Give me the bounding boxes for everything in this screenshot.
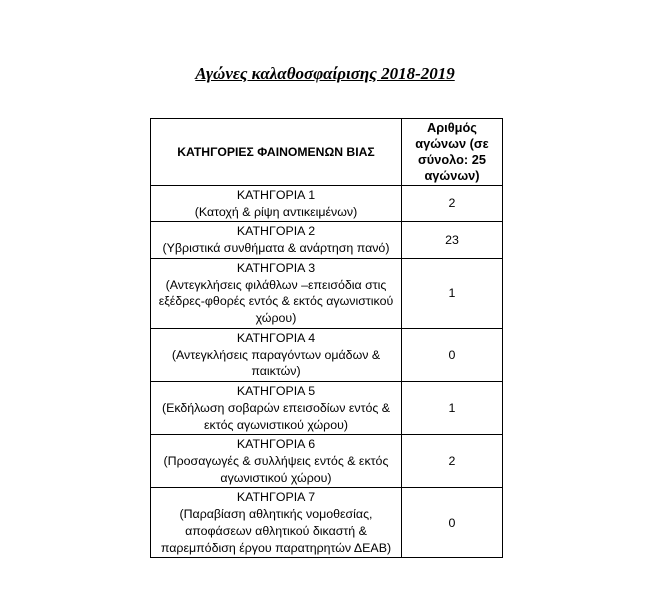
category-cell [151,222,402,258]
category-cell [151,328,402,381]
table-row [151,488,503,558]
category-description: (Εκδήλωση σοβαρών επεισοδίων εντός & εκτός αγωνιστικού χώρου) [161,400,391,432]
category-cell [151,382,402,435]
category-name: ΚΑΤΗΓΟΡΙΑ 2 [236,224,316,239]
count-cell: 1 [401,258,502,328]
table-row [151,258,503,328]
table-header-row [151,119,503,186]
category-cell [151,435,402,488]
category-name: ΚΑΤΗΓΟΡΙΑ 5 [236,384,316,399]
category-description: (Παραβίαση αθλητικής νομοθεσίας, αποφάσεων αθλητικού δικαστή & παρεμπόδιση έργου παρατηρητών ΔΕΑΒ) [160,507,392,555]
count-cell: 23 [401,222,502,258]
category-description: (Κατοχή & ρίψη αντικειμένων) [194,204,358,219]
table-row [151,328,503,381]
count-cell: 0 [401,488,502,558]
count-cell: 0 [401,328,502,381]
category-cell [151,186,402,222]
category-name: ΚΑΤΗΓΟΡΙΑ 7 [236,490,316,505]
document-title: Αγώνες καλαθοσφαίρισης 2018-2019 [195,64,455,83]
category-description: (Αντεγκλήσεις παραγόντων ομάδων & παικτών) [171,347,381,379]
violence-statistics-table [150,118,503,558]
table-row [151,186,503,222]
header-count: Αριθμός αγώνων (σε σύνολο: 25 αγώνων) [401,119,502,186]
header-category: ΚΑΤΗΓΟΡΙΕΣ ΦΑΙΝΟΜΕΝΩΝ ΒΙΑΣ [151,119,402,186]
category-cell [151,258,402,328]
category-name: ΚΑΤΗΓΟΡΙΑ 3 [236,260,316,275]
table-row [151,382,503,435]
category-name: ΚΑΤΗΓΟΡΙΑ 6 [236,437,316,452]
count-cell: 1 [401,382,502,435]
category-description: (Υβριστικά συνθήματα & ανάρτηση πανό) [162,241,390,256]
category-cell [151,488,402,558]
category-name: ΚΑΤΗΓΟΡΙΑ 1 [236,188,316,202]
table-row [151,222,503,258]
count-cell: 2 [401,435,502,488]
category-description: (Αντεγκλήσεις φιλάθλων –επεισόδια στις εξέδρες-φθορές εντός & εκτός αγωνιστικού χώρου) [158,277,394,326]
table-row [151,435,503,488]
category-description: (Προσαγωγές & συλλήψεις εντός & εκτός αγωνιστικού χώρου) [163,454,389,485]
category-name: ΚΑΤΗΓΟΡΙΑ 4 [236,330,316,345]
count-cell: 2 [401,186,502,222]
